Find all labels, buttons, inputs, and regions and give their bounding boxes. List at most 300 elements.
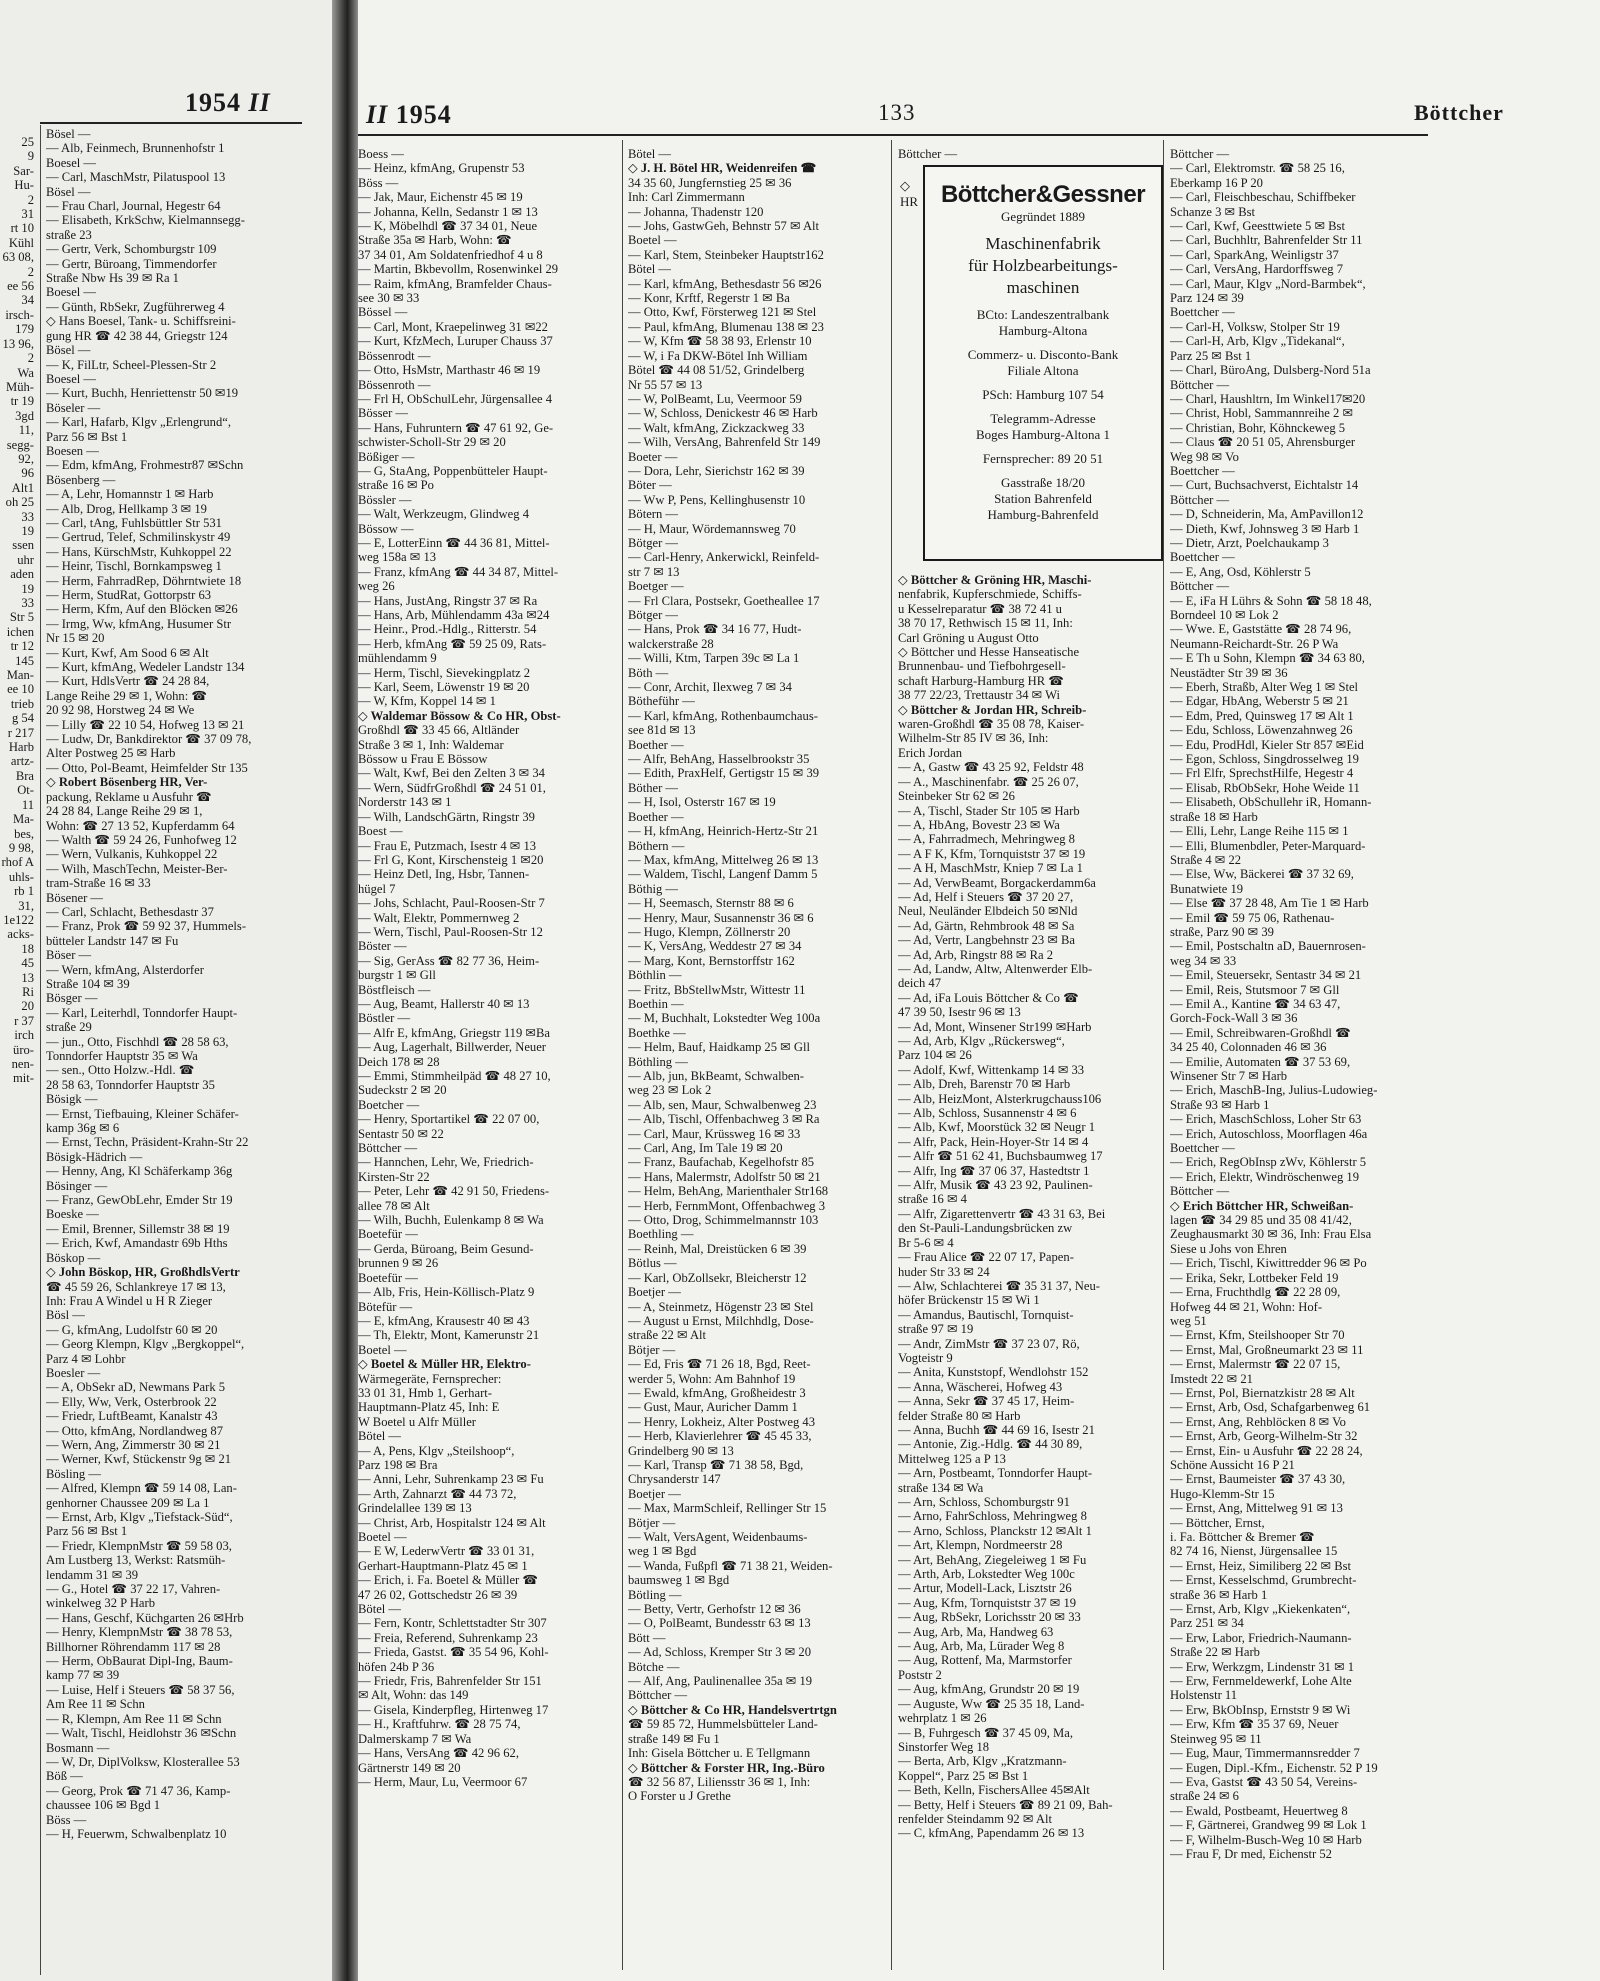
directory-entry-line: — Ernst, Ang, Rehblöcken 8 ✉ Vo [1170,1414,1346,1429]
directory-entry-line: — Karl, Leiterhdl, Tonndorfer Haupt- [46,1005,238,1020]
directory-entry-line: Boest — [358,824,403,839]
directory-entry-line: — E, LotterEinn ☎ 44 36 81, Mittel- [358,535,550,550]
directory-entry-line: — Erw, Werkzgm, Lindenstr 31 ✉ 1 [1170,1659,1355,1674]
directory-entry-line: — Kurt, Buchh, Henriettenstr 50 ✉19 [46,386,239,401]
directory-entry-line: — A, Lehr, Homannstr 1 ✉ Harb [46,487,214,502]
directory-entry-line: Inh: Frau A Windel u H R Zieger [46,1293,213,1308]
directory-entry-line: — Wanda, Fußpfl ☎ 71 38 21, Weiden- [628,1558,833,1573]
directory-entry-line: Boethke — [628,1025,686,1040]
directory-entry-line: — Frl H, ObSchulLehr, Jürgensallee 4 [358,391,553,406]
directory-entry-line: genhorner Chaussee 209 ✉ La 1 [46,1495,210,1510]
directory-entry-line: — Heinz Detl, Ing, Hsbr, Tannen- [358,867,530,882]
directory-entry-line: — Max, kfmAng, Mittelweg 26 ✉ 13 [628,852,819,867]
directory-entry-line: Boess — [358,147,404,161]
directory-entry-line: — Gertr, Verk, Schomburgstr 109 [46,242,217,257]
directory-entry-line: — Alb, Drog, Hellkamp 3 ✉ 19 [46,501,207,516]
directory-entry-line: — Herm, ObBaurat Dipl-Ing, Baum- [46,1654,233,1669]
directory-entry-line: — Ad, Mont, Winsener Str199 ✉Harb [898,1019,1092,1034]
directory-entry-line: 9 [27,149,34,164]
directory-entry-line: allee 78 ✉ Alt [358,1198,430,1213]
directory-entry-line: — A, ObSekr aD, Newmans Park 5 [46,1380,226,1395]
directory-entry-line: 25 [21,135,34,149]
directory-entry-line: 31 [21,207,34,222]
directory-entry-line: — Frieda, Gastst. ☎ 35 54 96, Kohl- [358,1645,549,1660]
directory-entry-line: — Else, Ww, Bäckerei ☎ 37 32 69, [1170,867,1354,882]
directory-entry-line: 11 [21,797,34,812]
left-directory-column [46,127,298,1977]
directory-entry-line: — A., Maschinenfabr. ☎ 25 26 07, [898,774,1079,789]
directory-entry-line: — Erich, Tischl, Kiwittredder 96 ✉ Po [1170,1256,1367,1271]
directory-entry-line: — Franz, Baufachab, Kegelhofstr 85 [628,1155,815,1170]
directory-entry-line: straße 16 ✉ 4 [898,1192,967,1207]
directory-entry-line: — Alfr E, kfmAng, Griegstr 119 ✉Ba [358,1025,550,1040]
directory-entry-line: acks- [7,927,34,942]
directory-entry-line: Boettcher — [1170,1141,1235,1156]
directory-entry-line: — Gertr, Büroang, Timmendorfer [46,256,217,271]
directory-entry-line: Böstfleisch — [358,982,431,997]
directory-entry-line: — W, Kfm, Koppel 14 ✉ 1 [358,694,496,709]
directory-entry-line: — Henry, Lokheiz, Alter Postweg 43 [628,1414,816,1429]
directory-entry-line: 28 58 63, Tonndorfer Hauptstr 35 [46,1077,215,1092]
directory-entry-line: lendamm 31 ✉ 39 [46,1567,139,1582]
directory-entry-line: 1e122 [3,912,34,927]
directory-entry-line: — Dietr, Arzt, Poelchaukamp 3 [1170,535,1329,550]
directory-entry-line: Parz 251 ✉ 34 [1170,1616,1244,1631]
directory-entry-line: Boettcher — [1170,550,1235,565]
directory-entry-line: — Gerda, Büroang, Beim Gesund- [358,1241,534,1256]
directory-entry-line: — Ad, Schloss, Kremper Str 3 ✉ 20 [628,1645,812,1660]
directory-entry-line: — Wwe. E, Gaststätte ☎ 28 74 96, [1170,622,1352,637]
directory-entry-line: u Kesselreparatur ☎ 38 72 41 u [898,601,1062,616]
directory-entry-line: — Claus ☎ 20 51 05, Ahrensburger [1170,435,1356,450]
directory-entry-line: Bösel — [46,184,91,199]
directory-entry-line: — Erich, RegObInsp zWv, Köhlerstr 5 [1170,1155,1367,1170]
directory-entry-line: Deich 178 ✉ 28 [358,1054,440,1069]
directory-entry-line: Großhdl ☎ 33 45 66, Altländer [358,723,520,738]
directory-entry-line: höfer Brückenstr 15 ✉ Wi 1 [898,1293,1040,1308]
directory-entry-line: Bössel — [358,305,408,320]
directory-entry-line: — Frl G, Kont, Kirschensteig 1 ✉20 [358,852,544,867]
directory-entry-line: Bössenrodt — [358,348,431,363]
directory-entry-line: oh 25 [5,495,34,510]
directory-entry-line: huder Str 33 ✉ 24 [898,1264,990,1279]
left-header-numeral: II [248,88,271,117]
directory-entry-line: 33 01 31, Hmb 1, Gerhart- [358,1385,492,1400]
directory-entry-line: Boesler — [46,1365,101,1380]
directory-entry-line: Steinbeker Str 62 ✉ 26 [898,789,1015,804]
directory-entry-line: — Emil, Brenner, Sillemstr 38 ✉ 19 [46,1221,230,1236]
directory-entry-line: — A, Tischl, Stader Str 105 ✉ Harb [898,803,1080,818]
left-page-header [185,88,271,118]
directory-entry-line: felder Straße 80 ✉ Harb [898,1408,1021,1423]
directory-entry-line: Man- [6,668,34,683]
directory-entry-line: tr 19 [10,394,34,409]
directory-entry-line: Bößiger — [358,449,415,464]
directory-entry-line: — Alb, Tischl, Offenbachweg 3 ✉ Ra [628,1112,820,1127]
directory-entry-line: — Carl, Kwf, Geesttwiete 5 ✉ Bst [1170,219,1345,234]
directory-entry-line: Bösener — [46,890,104,905]
directory-entry-line: baumsweg 1 ✉ Bgd [628,1573,730,1588]
directory-entry-line: — Waldem, Tischl, Langenf Damm 5 [628,867,818,882]
directory-entry-line: — Peter, Lehr ☎ 42 91 50, Friedens- [358,1184,550,1199]
column-3-head-text: Böttcher — [898,147,958,161]
directory-entry-line: — Emil, Reis, Stutsmoor 7 ✉ Gll [1170,982,1340,997]
directory-entry-line: ◇ Boetel & Müller HR, Elektro- [358,1357,531,1372]
directory-entry-line: — Ad, VerwBeamt, Borgackerdamm6a [898,875,1096,890]
directory-entry-line: — Frau E, Putzmach, Isestr 4 ✉ 13 [358,838,537,853]
directory-entry-line: Bötel — [628,147,672,161]
directory-entry-line: — August u Ernst, Milchhdlg, Dose- [628,1313,814,1328]
column-rule-2 [891,140,892,1970]
directory-entry-line: — Carl, Schlacht, Bethesdastr 37 [46,904,214,919]
directory-entry-line: — Frau F, Dr med, Eichenstr 52 [1170,1846,1332,1861]
directory-entry-line: Grindelberg 90 ✉ 13 [628,1443,734,1458]
directory-entry-line: — Wern, kfmAng, Alsterdorfer [46,962,204,977]
page-number: 133 [878,100,916,125]
directory-entry-line: Ma- [13,812,34,827]
directory-entry-line: weg 23 ✉ Lok 2 [628,1083,712,1098]
directory-entry-line: kamp 36g ✉ 6 [46,1121,120,1136]
directory-entry-line: — Eug, Maur, Timmermannsredder 7 [1170,1746,1360,1761]
directory-entry-line: — Alb, Dreh, Barenstr 70 ✉ Harb [898,1077,1071,1092]
directory-entry-line: weg 158a ✉ 13 [358,550,437,565]
directory-entry-line: — Frl Elfr, SprechstHilfe, Hegestr 4 [1170,766,1354,781]
directory-entry-line: — Anna, Wäscherei, Hofweg 43 [898,1379,1063,1394]
directory-entry-line: Gorch-Fock-Wall 3 ✉ 36 [1170,1011,1298,1026]
directory-entry-line: — Wern, Tischl, Paul-Roosen-Str 12 [358,924,543,939]
directory-entry-line: — Johanna, Kelln, Sedanstr 1 ✉ 13 [358,204,538,219]
directory-entry-line: kamp 77 ✉ 39 [46,1668,120,1683]
directory-entry-line: — Alf, Ang, Paulinenallee 35a ✉ 19 [628,1674,813,1689]
advert-address-1: Gasstraße 18/20 [1000,475,1086,490]
directory-entry-line: — W, Kfm ☎ 58 38 93, Erlenstr 10 [628,334,812,349]
directory-entry-line: — Wern, Vulkanis, Kuhkoppel 22 [46,847,218,862]
directory-entry-line: Böttcher — [628,1688,688,1703]
directory-entry-line: Bösinger — [46,1178,108,1193]
directory-entry-line: tram-Straße 16 ✉ 33 [46,876,151,891]
directory-entry-line: Am Lustberg 13, Werkst: Ratsmüh- [46,1553,226,1568]
directory-column-2 [628,147,890,1977]
directory-entry-line: — Elli, Lehr, Lange Reihe 115 ✉ 1 [1170,824,1349,839]
directory-entry-line: — Christ, Arb, Hospitalstr 124 ✉ Alt [358,1515,546,1530]
directory-entry-line: Nr 55 57 ✉ 13 [628,377,703,392]
directory-entry-line: — Freia, Referend, Suhrenkamp 23 [358,1630,538,1645]
directory-entry-line: Boettcher — [1170,305,1235,320]
directory-entry-line: Parz 4 ✉ Lohbr [46,1351,126,1366]
directory-entry-line: — Anna, Sekr ☎ 37 45 17, Heim- [898,1394,1075,1409]
directory-entry-line: — Heinr, Tischl, Bornkampsweg 1 [46,559,222,574]
directory-entry-line: — Kurt, KfzMech, Luruper Chauss 37 [358,334,553,349]
directory-entry-line: ssen [12,538,34,553]
directory-entry-line: schwister-Scholl-Str 29 ✉ 20 [358,435,506,450]
directory-entry-line: — Erich, Elektr, Windröschenweg 19 [1170,1169,1360,1184]
directory-entry-line: Parz 198 ✉ Bra [358,1457,438,1472]
directory-entry-line: — K, Möbelhdl ☎ 37 34 01, Neue [358,219,538,234]
directory-entry-line: Nr 15 ✉ 20 [46,631,105,646]
directory-entry-line: ◇ Böttcher & Gröning HR, Maschi- [898,573,1092,587]
directory-entry-line: straße, Parz 90 ✉ 39 [1170,924,1274,939]
directory-entry-line: Borndeel 10 ✉ Lok 2 [1170,608,1279,622]
directory-entry-line: — Karl, kfmAng, Bethesdastr 56 ✉26 [628,276,822,291]
directory-entry-line: — Amandus, Bautischl, Tornquist- [898,1307,1074,1322]
directory-entry-line: Schanze 3 ✉ Bst [1170,204,1256,219]
advert-psch: PSch: Hamburg 107 54 [982,387,1104,402]
directory-entry-line: Bötlus — [628,1256,677,1271]
directory-entry-line: Bössler — [358,492,412,507]
directory-entry-line: Boethling — [628,1227,694,1242]
directory-entry-line: — Fritz, BbStellwMstr, Wittestr 11 [628,982,806,997]
directory-entry-line: — Georg Klempn, Klgv „Bergkoppel“, [46,1337,245,1352]
directory-entry-line: Boetel — [358,1530,407,1544]
directory-entry-line: brunnen 9 ✉ 26 [358,1256,439,1271]
advert-line-1: Maschinenfabrik [985,234,1101,253]
directory-entry-line: weg 34 ✉ 33 [1170,953,1237,968]
directory-entry-line: — B, Fuhrgesch ☎ 37 45 09, Ma, [898,1725,1073,1740]
advert-phone: Fernsprecher: 89 20 51 [982,451,1104,466]
directory-entry-line: — Egon, Schloss, Singdrosselweg 19 [1170,752,1359,767]
directory-entry-line: Br 5-6 ✉ 4 [898,1235,954,1250]
directory-entry-line: O Forster u J Grethe [628,1789,731,1804]
directory-entry-line: — Ad, Arb, Ringstr 88 ✉ Ra 2 [898,947,1054,962]
directory-entry-line: — Carl, Mont, Kraepelinweg 31 ✉22 [358,319,548,334]
right-page [358,0,1600,1981]
directory-entry-line: — Willi, Ktm, Tarpen 39c ✉ La 1 [628,651,800,666]
left-header-year: 1954 [185,88,241,117]
directory-entry-line: — Erw, Labor, Friedrich-Naumann- [1170,1630,1352,1645]
directory-entry-line: Boetel — [358,1342,407,1357]
directory-column-3 [898,573,1160,1973]
directory-entry-line: — H., Kraftfuhrw. ☎ 28 75 74, [358,1717,521,1732]
directory-entry-line: uhr [17,552,34,567]
advert-founded: Gegründet 1889 [1000,209,1086,224]
directory-entry-line: — Wilh, MaschTechn, Meister-Ber- [46,861,228,876]
ad-marker-icon: ◇ HR [900,178,919,209]
directory-entry-line: ◇ Böttcher & Forster HR, Ing.-Büro [628,1760,825,1775]
directory-entry-line: — Wilh, Buchh, Eulenkamp 8 ✉ Wa [358,1213,544,1228]
directory-entry-line: straße 36 ✉ Harb 1 [1170,1587,1268,1602]
directory-entry-line: — Johs, Schlacht, Paul-Roosen-Str 7 [358,896,545,911]
directory-entry-line: — Dora, Lehr, Sierichstr 162 ✉ 39 [628,463,805,478]
directory-entry-line: ◇ Böttcher & Jordan HR, Schreib- [898,702,1087,717]
directory-entry-line: Gerhart-Hauptmann-Platz 45 ✉ 1 [358,1558,528,1573]
directory-entry-line: Bösser — [358,406,409,421]
directory-entry-line: — Ad, iFa Louis Böttcher & Co ☎ [898,990,1079,1005]
directory-entry-line: — Erich, i. Fa. Boetel & Müller ☎ [358,1573,539,1588]
directory-entry-line: i. Fa. Böttcher & Bremer ☎ [1170,1530,1315,1544]
directory-entry-line: — Alfr, Zigarettenvertr ☎ 43 31 63, Bei [898,1206,1106,1221]
directory-entry-line: rt 10 [10,221,34,236]
directory-entry-line: Bösenberg — [46,472,116,487]
advert-brand: Böttcher&Gessner [940,181,1146,208]
directory-entry-line: — Aug, Beamt, Hallerstr 40 ✉ 13 [358,996,530,1011]
directory-column-1 [358,147,620,1977]
directory-entry-line: — Carl, SparkAng, Weinligstr 37 [1170,247,1339,262]
directory-entry-line: Böttcher — [358,1141,418,1156]
directory-entry-line: — H, Seemasch, Sternstr 88 ✉ 6 [628,896,794,911]
directory-entry-line: 34 35 60, Jungfernstieg 25 ✉ 36 [628,175,792,190]
directory-entry-line: weg 51 [1170,1313,1207,1328]
directory-entry-line: — G, kfmAng, Ludolfstr 60 ✉ 20 [46,1322,218,1337]
directory-entry-line: — D, Schneiderin, Ma, AmPavillon12 [1170,507,1364,522]
directory-entry-line: trieb [10,696,34,711]
directory-entry-line: — H, Isol, Osterstr 167 ✉ 19 [628,795,776,810]
directory-entry-line: — Lilly ☎ 22 10 54, Hofweg 13 ✉ 21 [46,717,245,732]
directory-entry-line: — A H, MaschMstr, Kniep 7 ✉ La 1 [898,861,1083,876]
directory-entry-line: — Carl, Buchhltr, Bahrenfelder Str 11 [1170,233,1363,248]
directory-entry-line: — Aug, Lagerhalt, Billwerder, Neuer [358,1040,546,1055]
directory-entry-line: 96 [21,466,34,481]
advert-address-3: Hamburg-Bahrenfeld [987,507,1099,522]
advert-telegram-1: Telegramm-Adresse [990,411,1096,426]
directory-entry-line: 45 [21,956,34,971]
directory-entry-line: Böthern — [628,838,685,853]
directory-entry-line: Böser — [46,948,92,963]
directory-entry-line: Bösl — [46,1308,85,1323]
directory-entry-line: — E Th u Sohn, Klempn ☎ 34 63 80, [1170,651,1365,666]
directory-entry-line: 82 74 16, Nienst, Jürgensallee 15 [1170,1544,1338,1559]
directory-entry-line: Boeter — [628,449,678,464]
directory-entry-line: — Alfr ☎ 51 62 41, Buchsbaumweg 17 [898,1149,1103,1164]
directory-entry-line: weg 1 ✉ Bgd [628,1544,697,1559]
directory-entry-line: — Th, Elektr, Mont, Kamerunstr 21 [358,1328,540,1343]
directory-entry-line: — Karl, Stem, Steinbeker Hauptstr162 [628,247,824,262]
column-rule-1 [622,140,623,1970]
directory-entry-line: 145 [15,653,34,668]
directory-entry-line: Sudeckstr 2 ✉ 20 [358,1083,447,1098]
directory-entry-line: Parz 56 ✉ Bst 1 [46,429,128,444]
directory-entry-line: 13 [21,970,34,985]
directory-entry-line: Böth — [628,665,669,680]
directory-entry-line: — Erw, Fernmeldewerkf, Lohe Alte [1170,1674,1352,1689]
directory-entry-line: — Herb, kfmAng ☎ 59 25 09, Rats- [358,636,547,651]
directory-entry-line: Neustädter Str 39 ✉ 36 [1170,665,1288,680]
directory-entry-line: mühlendamm 9 [358,651,437,666]
directory-entry-line: Böthling — [628,1054,688,1069]
directory-entry-line: Chrysanderstr 147 [628,1472,721,1487]
directory-entry-line: — Charl, BüroAng, Dulsberg-Nord 51a [1170,363,1371,378]
directory-entry-line: — Wern, SüdfrGroßhdl ☎ 24 51 01, [358,780,546,795]
directory-entry-line: Böthig — [628,881,679,896]
directory-entry-line: — Emil, Steuersekr, Sentastr 34 ✉ 21 [1170,968,1362,983]
directory-entry-line: Wohn: ☎ 27 13 52, Kupferdamm 64 [46,818,235,833]
directory-entry-line: rhof A [1,855,34,870]
left-header-rule [40,122,302,124]
directory-entry-line: packung, Reklame u Ausfuhr ☎ [46,789,212,804]
directory-entry-line: — Heinz, kfmAng, Grupenstr 53 [358,161,525,176]
directory-entry-line: Bötger — [628,535,679,550]
directory-entry-line: aden [10,567,34,582]
boettcher-gessner-advert [923,165,1163,561]
directory-entry-line: Brunnenbau- und Tiefbohrgesell- [898,659,1066,674]
directory-entry-line: straße 29 [46,1020,92,1035]
left-column-rule [40,125,41,1975]
directory-entry-line: Straße 35a ✉ Harb, Wohn: ☎ [358,233,512,248]
directory-entry-line: — Dieth, Kwf, Johnsweg 3 ✉ Harb 1 [1170,521,1360,536]
directory-entry-line: üro- [13,1042,34,1057]
left-margin-fragments [0,135,34,1086]
directory-entry-line: Hofweg 44 ✉ 21, Wohn: Hof- [1170,1299,1323,1314]
directory-entry-line: — Böttcher, Ernst, [1170,1515,1265,1530]
directory-entry-line: — Karl, Transp ☎ 71 38 58, Bgd, [628,1457,804,1472]
directory-entry-line: 38 70 17, Rethwisch 15 ✉ 11, Inh: [898,616,1073,631]
directory-entry-line: — Herm, Maur, Lu, Veermoor 67 [358,1774,528,1789]
directory-entry-line: — Herm, Kfm, Auf den Blöcken ✉26 [46,602,238,617]
directory-entry-line: 24 28 84, Lange Reihe 29 ✉ 1, [46,804,203,819]
directory-entry-line: — Edm, kfmAng, Frohmestr87 ✉Schn [46,458,244,473]
directory-entry-line: — A, Steinmetz, Högenstr 23 ✉ Stel [628,1299,814,1314]
directory-entry-line: — Alb, Feinmech, Brunnenhofstr 1 [46,141,225,156]
directory-entry-line: ee 56 [7,279,34,294]
directory-entry-line: hügel 7 [358,881,396,896]
directory-entry-line: Böttcher — [1170,579,1230,594]
directory-entry-line: — Arth, Zahnarzt ☎ 44 73 72, [358,1486,517,1501]
directory-entry-line: chaussee 106 ✉ Bgd 1 [46,1798,161,1813]
directory-entry-line: Winsener Str 7 ✉ Harb [1170,1069,1288,1083]
directory-entry-line: — Ernst, Mal, Großneumarkt 23 ✉ 11 [1170,1342,1364,1357]
directory-entry-line: — G, StaAng, Poppenbütteler Haupt- [358,463,548,478]
directory-entry-line: Inh: Gisela Böttcher u. E Tellgmann [628,1746,811,1761]
directory-entry-line: — Henry, Maur, Susannenstr 36 ✉ 6 [628,910,814,925]
directory-entry-line: Neul, Neuländer Elbdeich 50 ✉Nld [898,904,1078,919]
directory-entry-line: W Boetel u Alfr Müller [358,1414,476,1429]
directory-entry-line: — W, i Fa DKW-Bötel Inh William [628,348,808,363]
column-3-head [898,147,1160,167]
directory-entry-line: irsch- [5,307,34,322]
directory-entry-line: — Alb, Kwf, Moorstück 32 ✉ Neugr 1 [898,1120,1095,1135]
directory-entry-line: — Franz, kfmAng ☎ 44 34 87, Mittel- [358,564,559,579]
directory-entry-line: — Paul, kfmAng, Blumenau 138 ✉ 23 [628,319,824,334]
directory-entry-line: Böttcher — [1170,377,1230,392]
directory-entry-line: Bötefür — [358,1299,413,1314]
directory-entry-line: — Reinh, Mal, Dreistücken 6 ✉ 39 [628,1241,807,1256]
directory-entry-line: — Otto, Kwf, Försterweg 121 ✉ Stel [628,305,817,320]
directory-entry-line: — Ernst, Arb, Klgv „Kiekenkaten“, [1170,1602,1351,1617]
directory-entry-line: waren-Großhdl ☎ 35 08 78, Kaiser- [898,717,1085,732]
directory-entry-line: renfelder Steindamm 92 ✉ Alt [898,1811,1052,1826]
directory-entry-line: — Carl, Fleischbeschau, Schiffbeker [1170,190,1356,205]
directory-entry-line: — Walt, Kwf, Bei den Zelten 3 ✉ 34 [358,766,545,781]
directory-entry-line: burgstr 1 ✉ Gll [358,968,436,983]
directory-entry-line: — Eberh, Straßb, Alter Weg 1 ✉ Stel [1170,680,1359,695]
directory-entry-line: — Edu, Schloss, Löwenzahnweg 26 [1170,723,1353,738]
directory-entry-line: — Edith, PraxHelf, Gertigstr 15 ✉ 39 [628,766,820,781]
directory-entry-line: — R, Klempn, Am Ree 11 ✉ Schn [46,1711,222,1726]
advert-telegram-2: Boges Hamburg-Altona 1 [975,427,1111,442]
directory-entry-line: 11, [18,423,34,438]
directory-entry-line: Boetcher — [358,1097,420,1112]
directory-entry-line: see 81d ✉ 13 [628,723,696,738]
directory-entry-line: — Erich, MaschSchloss, Loher Str 63 [1170,1112,1362,1127]
directory-entry-line: 2 [27,264,34,279]
directory-entry-line: — K, FilLtr, Scheel-Plessen-Str 2 [46,357,217,372]
directory-entry-line: segg- [6,437,34,452]
directory-entry-line: — Karl, Hafarb, Klgv „Erlengrund“, [46,415,231,430]
directory-entry-line: — Walt, kfmAng, Zickzackweg 33 [628,420,805,435]
directory-entry-line: Vogteistr 9 [898,1350,953,1365]
directory-entry-line: — K, VersAng, Weddestr 27 ✉ 34 [628,939,802,954]
directory-entry-line: ◇ Böttcher und Hesse Hanseatische [898,645,1080,660]
directory-entry-line: Bötel — [358,1602,402,1617]
directory-entry-line: Lange Reihe 29 ✉ 1, Wohn: ☎ [46,688,208,703]
directory-entry-line: — Fern, Kontr, Schlettstadter Str 307 [358,1616,547,1631]
directory-entry-line: 63 08, [2,250,34,265]
directory-entry-line: ◇ John Böskop, HR, GroßhdlsVertr [46,1265,240,1280]
directory-entry-line: — Friedr, Fris, Bahrenfelder Str 151 [358,1674,542,1689]
directory-entry-line: — Walt, Elektr, Pommernweg 2 [358,910,520,925]
directory-entry-line: 13 96, [2,336,34,351]
directory-entry-line: höfen 24b P 36 [358,1659,435,1674]
directory-entry-line: — A, Gastw ☎ 43 25 92, Feldstr 48 [898,760,1084,775]
